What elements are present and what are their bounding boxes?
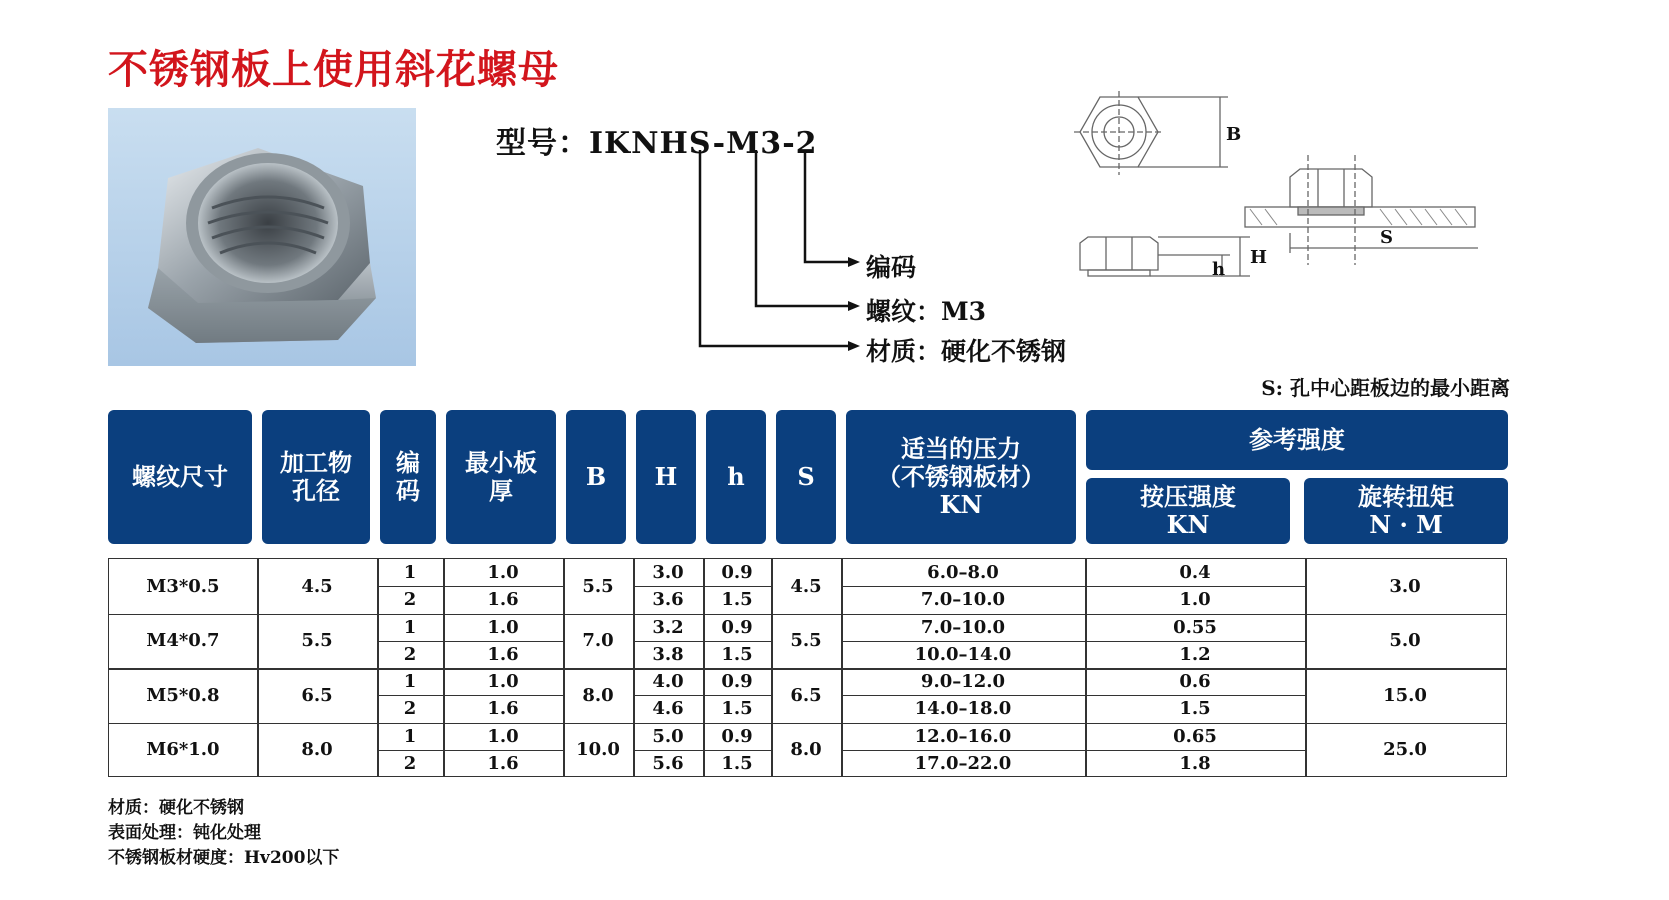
cell-thread-size: M6*1.0	[146, 739, 220, 761]
cell-push-strength: 0.6	[1179, 671, 1211, 693]
cell-B: 8.0	[582, 684, 614, 706]
cell-push-strength: 0.55	[1173, 616, 1217, 638]
cell-press-force: 9.0–12.0	[920, 671, 1006, 693]
header-B: B	[566, 410, 626, 544]
model-label: 型号：	[496, 126, 589, 161]
dim-label-B: B	[1226, 124, 1242, 145]
cell-min-thickness: 1.6	[487, 643, 519, 665]
cell-B: 10.0	[576, 739, 620, 761]
cell-h: 1.5	[721, 698, 753, 720]
header-reference-strength: 参考强度	[1086, 410, 1508, 470]
cell-H: 5.6	[652, 752, 684, 774]
cell-h: 1.5	[721, 589, 753, 611]
header-push-strength: 按压强度 KN	[1086, 478, 1290, 544]
cell-press-force: 7.0–10.0	[920, 616, 1006, 638]
cell-h: 1.5	[721, 643, 753, 665]
cell-B: 7.0	[582, 630, 614, 652]
note-plate-hardness: 不锈钢板材硬度：Hv200以下	[108, 848, 340, 868]
spec-table	[108, 558, 1507, 777]
dimension-drawing	[1050, 85, 1490, 305]
cell-push-strength: 1.8	[1179, 752, 1211, 774]
dim-label-S: S	[1380, 227, 1393, 248]
cell-press-force: 17.0–22.0	[914, 752, 1012, 774]
cell-min-thickness: 1.0	[487, 562, 519, 584]
cell-code: 1	[403, 725, 417, 747]
cell-push-strength: 1.0	[1179, 589, 1211, 611]
legend-code: 编码	[866, 253, 917, 282]
cell-code: 1	[403, 562, 417, 584]
note-material: 材质：硬化不锈钢	[108, 798, 244, 818]
cell-H: 3.6	[652, 589, 684, 611]
header-thread-size: 螺纹尺寸	[108, 410, 252, 544]
cell-h: 0.9	[721, 562, 753, 584]
s-definition-note: S: 孔中心距板边的最小距离	[1261, 376, 1510, 400]
cell-hole-diameter: 5.5	[301, 630, 333, 652]
cell-H: 3.2	[652, 616, 684, 638]
header-torque: 旋转扭矩 N · M	[1304, 478, 1508, 544]
header-code: 编 码	[380, 410, 436, 544]
cell-min-thickness: 1.0	[487, 671, 519, 693]
cell-H: 4.0	[652, 671, 684, 693]
cell-h: 0.9	[721, 671, 753, 693]
cell-h: 0.9	[721, 725, 753, 747]
cell-h: 0.9	[721, 616, 753, 638]
cell-B: 5.5	[582, 575, 614, 597]
dim-label-H: H	[1250, 247, 1268, 268]
header-h: h	[706, 410, 766, 544]
cell-H: 5.0	[652, 725, 684, 747]
legend-thread: 螺纹：M3	[866, 297, 987, 326]
header-hole-diameter: 加工物 孔径	[262, 410, 370, 544]
cell-torque: 3.0	[1389, 575, 1421, 597]
cell-h: 1.5	[721, 752, 753, 774]
cell-code: 2	[403, 752, 417, 774]
cell-push-strength: 1.5	[1179, 698, 1211, 720]
cell-S: 8.0	[790, 739, 822, 761]
cell-push-strength: 0.4	[1179, 562, 1211, 584]
header-H: H	[636, 410, 696, 544]
cell-torque: 25.0	[1383, 739, 1427, 761]
cell-hole-diameter: 6.5	[301, 684, 333, 706]
cell-S: 6.5	[790, 684, 822, 706]
model-separator: -	[782, 126, 796, 161]
cell-min-thickness: 1.0	[487, 725, 519, 747]
cell-torque: 5.0	[1389, 630, 1421, 652]
legend-material: 材质：硬化不锈钢	[866, 337, 1067, 366]
dim-label-h: h	[1212, 259, 1226, 280]
model-code-number: 2	[795, 126, 818, 161]
model-code-thread: M3	[726, 126, 783, 161]
cell-thread-size: M4*0.7	[146, 630, 220, 652]
cell-press-force: 10.0–14.0	[914, 643, 1012, 665]
cell-thread-size: M3*0.5	[146, 575, 220, 597]
cell-min-thickness: 1.6	[487, 752, 519, 774]
cell-H: 4.6	[652, 698, 684, 720]
header-press-force: 适当的压力 （不锈钢板材） KN	[846, 410, 1076, 544]
cell-hole-diameter: 8.0	[301, 739, 333, 761]
cell-code: 1	[403, 616, 417, 638]
page-title: 不锈钢板上使用斜花螺母	[108, 46, 559, 93]
cell-code: 2	[403, 589, 417, 611]
cell-push-strength: 0.65	[1173, 725, 1217, 747]
cell-code: 1	[403, 671, 417, 693]
note-surface-treatment: 表面处理：钝化处理	[108, 823, 261, 843]
cell-S: 4.5	[790, 575, 822, 597]
cell-code: 2	[403, 643, 417, 665]
cell-press-force: 12.0–16.0	[914, 725, 1012, 747]
product-photo	[108, 108, 416, 366]
cell-H: 3.0	[652, 562, 684, 584]
cell-min-thickness: 1.6	[487, 698, 519, 720]
cell-H: 3.8	[652, 643, 684, 665]
footnotes	[108, 796, 339, 871]
cell-push-strength: 1.2	[1179, 643, 1211, 665]
cell-S: 5.5	[790, 630, 822, 652]
cell-hole-diameter: 4.5	[301, 575, 333, 597]
cell-code: 2	[403, 698, 417, 720]
cell-press-force: 14.0–18.0	[914, 698, 1012, 720]
model-separator: -	[712, 126, 727, 161]
cell-press-force: 7.0–10.0	[920, 589, 1006, 611]
cell-min-thickness: 1.6	[487, 589, 519, 611]
cell-min-thickness: 1.0	[487, 616, 519, 638]
header-min-thickness: 最小板 厚	[446, 410, 556, 544]
model-code-series: IKNHS	[589, 126, 713, 161]
cell-thread-size: M5*0.8	[146, 684, 220, 706]
cell-torque: 15.0	[1383, 684, 1427, 706]
header-S: S	[776, 410, 836, 544]
cell-press-force: 6.0–8.0	[927, 562, 999, 584]
